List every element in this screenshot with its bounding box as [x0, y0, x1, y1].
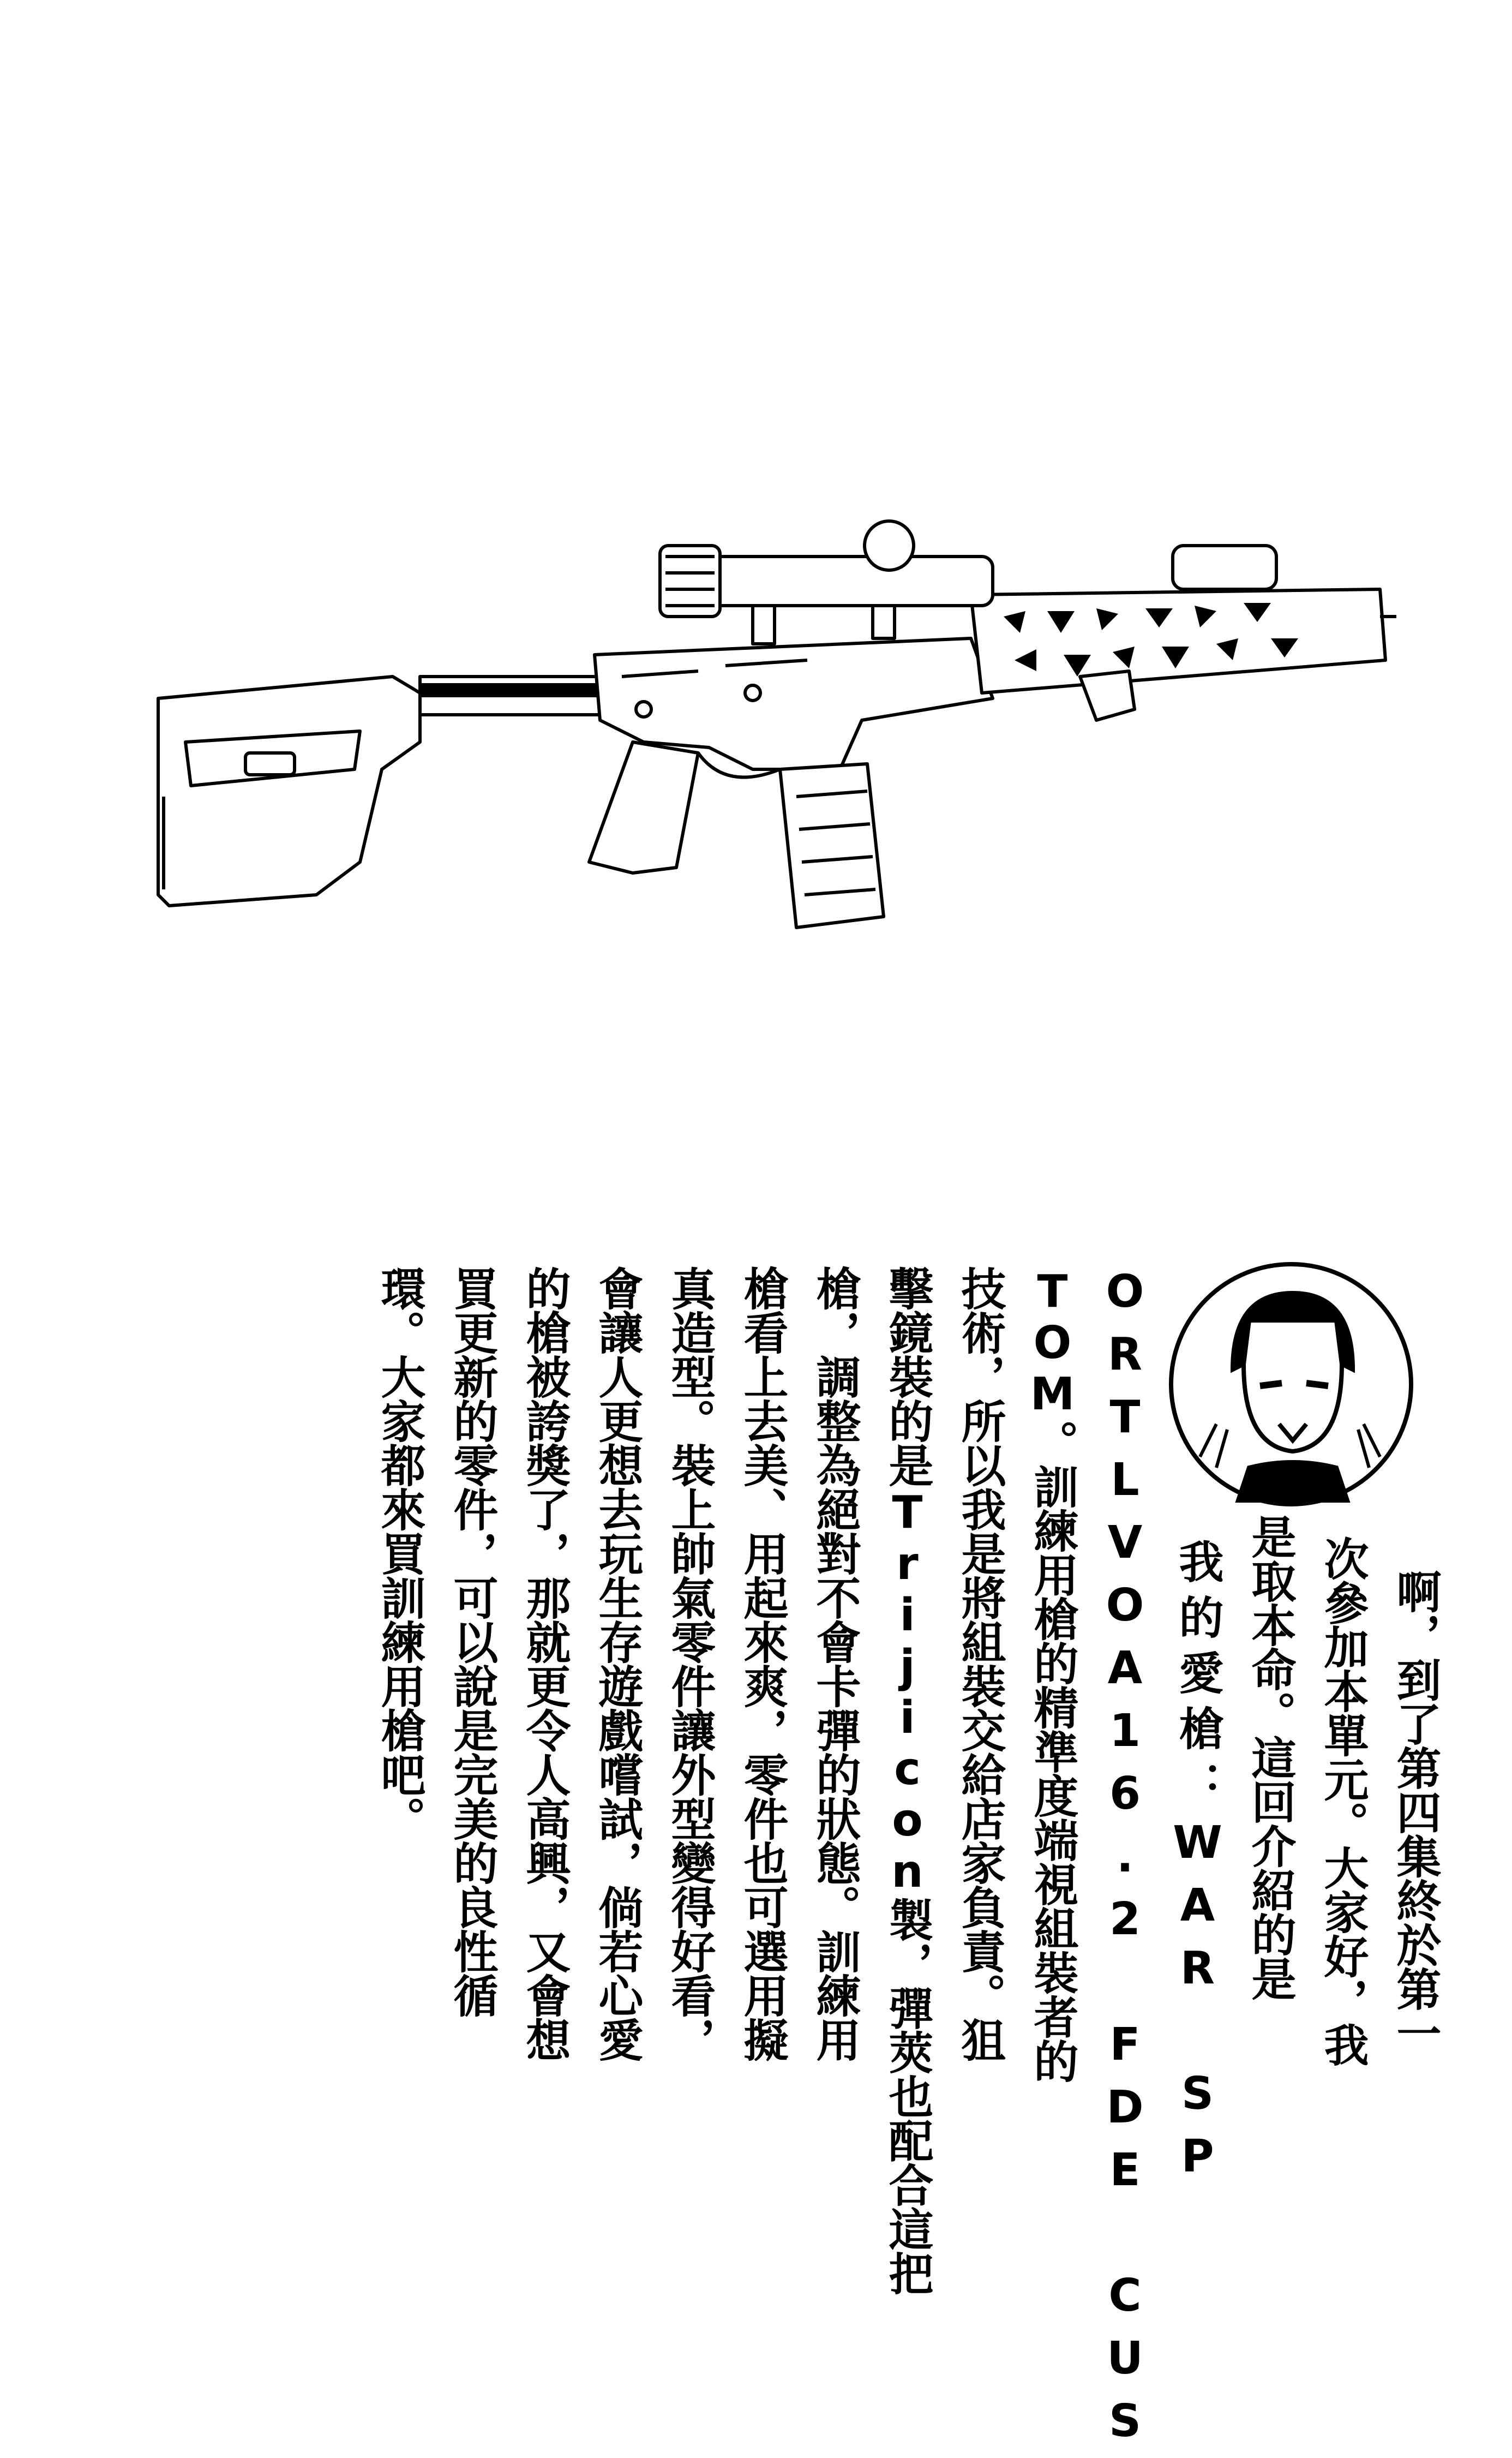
- author-avatar: [1167, 1260, 1415, 1509]
- commentary-line-5: ORTLVOA16.2 FDE CUS: [1099, 1266, 1151, 2458]
- stock: [158, 677, 420, 906]
- pistol-grip: [589, 742, 698, 873]
- commentary-line-15: 環。大家都來買訓練用槍吧。: [374, 1266, 425, 1840]
- commentary-line-8: 擊鏡裝的是Trijicon製，彈莢也配合這把: [881, 1266, 933, 2295]
- commentary-line-3: 是取本命。這回介紹的是: [1244, 1514, 1296, 2000]
- commentary-line-13: 的槍被誇獎了，那就更令人高興，又會想: [519, 1266, 571, 2061]
- scope: [698, 557, 993, 606]
- commentary-line-9: 槍，調整為絕對不會卡彈的狀態。訓練用: [809, 1266, 861, 2061]
- commentary-line-7: 技術，所以我是將組裝交給店家負責。狙: [954, 1266, 1006, 2061]
- commentary-line-11: 真造型。裝上帥氣零件讓外型變得好看，: [664, 1266, 716, 2061]
- commentary-line-4: 我的愛槍：WAR SP: [1172, 1539, 1223, 2193]
- commentary-line-1: 啊，到了第四集終於第一: [1389, 1569, 1441, 2055]
- commentary-line-2: 次參加本單元。大家好，我: [1317, 1536, 1369, 2066]
- commentary-line-6: TOM。訓練用槍的精準度端視組裝者的: [1027, 1266, 1078, 2083]
- commentary-line-14: 買更新的零件，可以說是完美的良性循: [446, 1266, 498, 2017]
- handguard: [971, 589, 1385, 693]
- magazine: [780, 764, 884, 928]
- commentary-line-10: 槍看上去美、用起來爽，零件也可選用擬: [736, 1266, 788, 2061]
- rifle-illustration: [153, 513, 1396, 960]
- commentary-line-12: 會讓人更想去玩生存遊戲嚐試，倘若心愛: [591, 1266, 643, 2061]
